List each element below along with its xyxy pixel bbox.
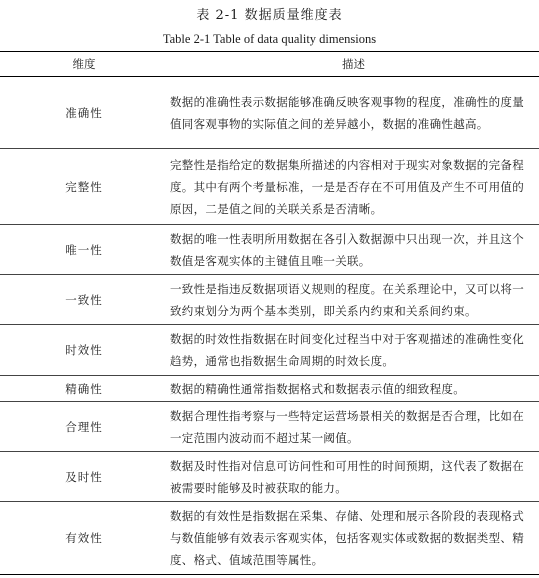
table-header-row	[0, 52, 539, 77]
description-cell: 数据及时性指对信息可访问性和可用性的时间预期，这代表了数据在被需要时能够及时被获取的能力。	[168, 452, 539, 502]
table-row	[0, 77, 539, 149]
dimension-cell: 时效性	[0, 325, 168, 376]
description-cell: 数据的精确性通常指数据格式和数据表示值的细致程度。	[168, 376, 539, 402]
dimension-cell: 及时性	[0, 452, 168, 502]
dimension-cell: 有效性	[0, 502, 168, 575]
table-row	[0, 452, 539, 502]
table-row	[0, 325, 539, 376]
description-cell: 数据合理性指考察与一些特定运营场景相关的数据是否合理，比如在一定范围内波动而不超过某一阈值。	[168, 402, 539, 452]
dimension-cell: 精确性	[0, 376, 168, 402]
description-cell: 数据的准确性表示数据能够准确反映客观事物的程度，准确性的度量值同客观事物的实际值之间的差异越小，数据的准确性越高。	[168, 77, 539, 149]
dimension-cell: 合理性	[0, 402, 168, 452]
table-row	[0, 149, 539, 225]
table-row	[0, 275, 539, 325]
table-caption-chinese: 表 2-1 数据质量维度表	[196, 8, 343, 23]
table-row	[0, 376, 539, 402]
table-row	[0, 502, 539, 575]
description-cell: 数据的时效性指数据在时间变化过程当中对于客观描述的准确性变化趋势，通常也指数据生命周期的时效长度。	[168, 325, 539, 376]
description-cell: 一致性是指违反数据项语义规则的程度。在关系理论中，又可以将一致约束划分为两个基本类别，即关系内约束和关系间约束。	[168, 275, 539, 325]
description-cell: 数据的唯一性表明所用数据在各引入数据源中只出现一次，并且这个数值是客观实体的主键值且唯一关联。	[168, 225, 539, 275]
description-cell: 完整性是指给定的数据集所描述的内容相对于现实对象数据的完备程度。其中有两个考量标准，一是是否存在不可用值及产生不可用值的原因，二是值之间的关联关系是否清晰。	[168, 149, 539, 225]
table-caption-english: Table 2-1 Table of data quality dimensions	[162, 32, 377, 46]
header-description: 描述	[168, 52, 539, 77]
dimension-cell: 唯一性	[0, 225, 168, 275]
dimension-cell: 准确性	[0, 77, 168, 149]
data-quality-table	[0, 51, 539, 575]
dimension-cell: 完整性	[0, 149, 168, 225]
description-cell: 数据的有效性是指数据在采集、存储、处理和展示各阶段的表现格式与数值能够有效表示客观实体，包括客观实体或数据的数据类型、精度、格式、值域范围等属性。	[168, 502, 539, 575]
header-dimension: 维度	[0, 52, 168, 77]
table-row	[0, 225, 539, 275]
dimension-cell: 一致性	[0, 275, 168, 325]
table-row	[0, 402, 539, 452]
